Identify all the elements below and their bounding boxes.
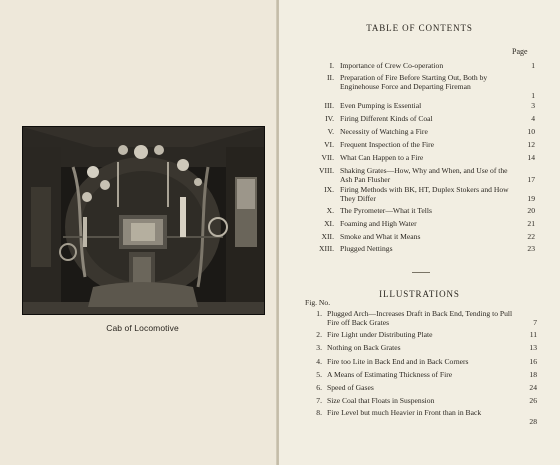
toc-entry-title: Even Pumping is Essential bbox=[340, 101, 422, 110]
toc-entry-page: 23 bbox=[527, 244, 535, 253]
illustration-title: Fire Level but much Heavier in Front than in Back bbox=[327, 408, 482, 417]
toc-entry-number: IV. bbox=[325, 114, 334, 123]
toc-entry-number: I. bbox=[329, 61, 334, 70]
toc-entry-page: 1 bbox=[531, 61, 535, 70]
toc-entry-page: 12 bbox=[527, 140, 535, 149]
toc-entry-title: Frequent Inspection of the Fire bbox=[340, 140, 435, 149]
toc-entry-number: XII. bbox=[321, 232, 334, 241]
illustration-number: 3. bbox=[316, 343, 322, 352]
toc-entry-page: 1 bbox=[531, 91, 535, 100]
illustration-number: 7. bbox=[316, 396, 322, 405]
illustration-number: 8. bbox=[316, 408, 322, 417]
toc-entry-number: V. bbox=[327, 127, 334, 136]
toc-page-heading: Page bbox=[512, 47, 528, 56]
locomotive-cab-photo bbox=[22, 126, 265, 315]
toc-entry-number: XI. bbox=[324, 219, 334, 228]
illustration-page: 18 bbox=[529, 370, 537, 379]
toc-title: TABLE OF CONTENTS bbox=[366, 23, 473, 33]
toc-entry-page: 3 bbox=[531, 101, 535, 110]
illustration-page: 16 bbox=[529, 357, 537, 366]
illustration-number: 2. bbox=[316, 330, 322, 339]
left-page bbox=[0, 0, 279, 465]
illustration-page: 28 bbox=[529, 417, 537, 426]
toc-entry-number: III. bbox=[324, 101, 334, 110]
illustration-title: Speed of Gases bbox=[327, 383, 374, 392]
fig-number-heading: Fig. No. bbox=[305, 298, 331, 307]
toc-entry-title: Importance of Crew Co-operation bbox=[340, 61, 444, 70]
toc-entry-page: 4 bbox=[531, 114, 535, 123]
toc-entry-title: Firing Different Kinds of Coal bbox=[340, 114, 433, 123]
section-divider bbox=[412, 272, 430, 273]
toc-entry-number: VII. bbox=[321, 153, 334, 162]
toc-entry-page: 14 bbox=[527, 153, 535, 162]
illustration-title: Fire Light under Distributing Plate bbox=[327, 330, 433, 339]
illustration-page: 11 bbox=[529, 330, 537, 339]
toc-entry-number: VI. bbox=[324, 140, 334, 149]
illustration-page: 24 bbox=[529, 383, 537, 392]
illustration-number: 5. bbox=[316, 370, 322, 379]
toc-entry-title: Smoke and What it Means bbox=[340, 232, 421, 241]
illustration-page: 26 bbox=[529, 396, 537, 405]
toc-entry-title: What Can Happen to a Fire bbox=[340, 153, 424, 162]
toc-entry-title: The Pyrometer—What it Tells bbox=[340, 206, 432, 215]
toc-entry-page: 20 bbox=[527, 206, 535, 215]
toc-entry-page: 19 bbox=[527, 194, 535, 203]
toc-entry-page: 17 bbox=[527, 175, 535, 184]
toc-entry-title: Shaking Grates—How, Why and When, and Use of the Ash Pan Flusher bbox=[340, 166, 508, 184]
illustration-number: 6. bbox=[316, 383, 322, 392]
illustration-page: 13 bbox=[529, 343, 537, 352]
photo-caption: Cab of Locomotive bbox=[106, 323, 179, 333]
toc-entry-number: X. bbox=[326, 206, 334, 215]
toc-entry-title: Preparation of Fire Before Starting Out, Both by Enginehouse Force and Departing Fireman bbox=[340, 73, 488, 91]
toc-entry-page: 10 bbox=[527, 127, 535, 136]
toc-entry-title: Foaming and High Water bbox=[340, 219, 417, 228]
toc-entry-number: II. bbox=[327, 73, 334, 82]
toc-entry-title: Necessity of Watching a Fire bbox=[340, 127, 428, 136]
illustration-title: Size Coal that Floats in Suspension bbox=[327, 396, 435, 405]
illustration-title: Nothing on Back Grates bbox=[327, 343, 401, 352]
illustration-number: 1. bbox=[316, 309, 322, 318]
illustration-title: Fire too Lite in Back End and in Back Corners bbox=[327, 357, 469, 366]
illustration-title: Plugged Arch—Increases Draft in Back End, Tending to Pull Fire off Back Grates bbox=[327, 309, 513, 327]
toc-entry-page: 21 bbox=[527, 219, 535, 228]
toc-entry-number: VIII. bbox=[319, 166, 334, 175]
toc-entry-title: Plugged Nettings bbox=[340, 244, 393, 253]
illustrations-title: ILLUSTRATIONS bbox=[379, 289, 460, 299]
toc-entry-number: IX. bbox=[324, 185, 334, 194]
toc-entry-title: Firing Methods with BK, HT, Duplex Stokers and How They Differ bbox=[340, 185, 509, 203]
illustration-title: A Means of Estimating Thickness of Fire bbox=[327, 370, 453, 379]
illustration-page: 7 bbox=[533, 318, 537, 327]
toc-entry-page: 22 bbox=[527, 232, 535, 241]
illustration-number: 4. bbox=[316, 357, 322, 366]
toc-entry-number: XIII. bbox=[319, 244, 334, 253]
